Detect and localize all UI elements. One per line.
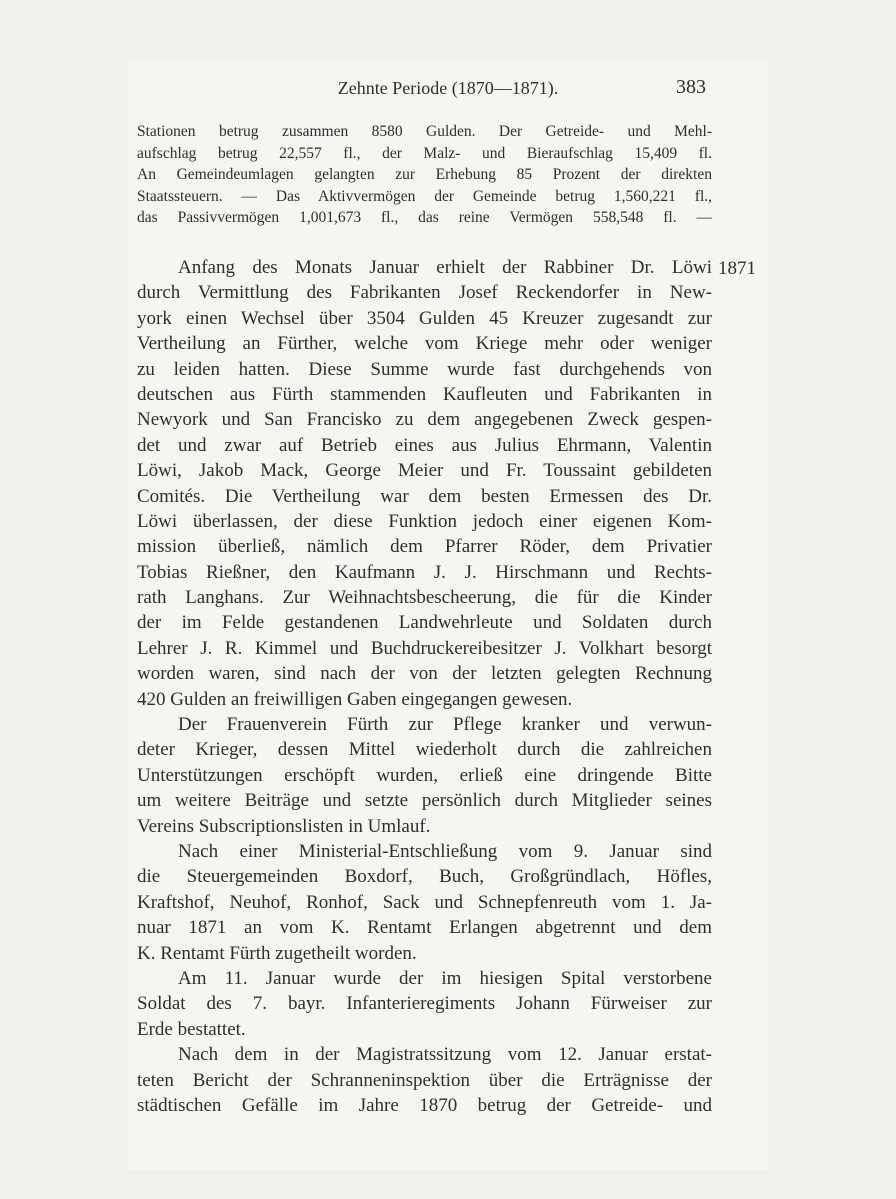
text-line: Kraftshof, Neuhof, Ronhof, Sack und Schnepfenreuth vom 1. Ja-: [137, 891, 712, 913]
text-line: Tobias Rießner, den Kaufmann J. J. Hirschmann und Rechts-: [137, 561, 712, 583]
text-line: Am 11. Januar wurde der im hiesigen Spital verstorbene: [178, 967, 712, 989]
text-line: Newyork und San Francisko zu dem angegebenen Zweck gespen-: [137, 409, 712, 431]
continued-paragraph: [137, 121, 712, 229]
text-line: K. Rentamt Fürth zugetheilt worden.: [137, 942, 417, 964]
text-line: Löwi überlassen, der diese Funktion jedoch einer eigenen Kom-: [137, 510, 712, 532]
text-line: die Steuergemeinden Boxdorf, Buch, Großgründlach, Höfles,: [137, 866, 712, 888]
text-line: Nach dem in der Magistratssitzung vom 12. Januar erstat-: [178, 1044, 712, 1066]
text-line: der im Felde gestandenen Landwehrleute und Soldaten durch: [137, 612, 712, 634]
page-number: 383: [676, 76, 706, 98]
text-line: worden waren, sind nach der von der letzten gelegten Rechnung: [137, 663, 712, 685]
body-text: [137, 255, 712, 1118]
text-line: teten Bericht der Schranneninspektion über die Erträgnisse der: [137, 1069, 712, 1091]
text-line: aufschlag betrug 22,557 fl., der Malz- und Bieraufschlag 15,409 fl.: [137, 144, 712, 162]
text-line: städtischen Gefälle im Jahre 1870 betrug der Getreide- und: [137, 1094, 712, 1116]
text-line: det und zwar auf Betrieb eines aus Julius Ehrmann, Valentin: [137, 434, 712, 456]
text-line: um weitere Beiträge und setzte persönlich durch Mitglieder seines: [137, 790, 712, 812]
text-line: Der Frauenverein Fürth zur Pflege kranker und verwun-: [178, 714, 712, 736]
text-line: Staatssteuern. — Das Aktivvermögen der Gemeinde betrug 1,560,221 fl.,: [137, 187, 712, 205]
text-line: zu leiden hatten. Diese Summe wurde fast durchgehends von: [137, 358, 712, 380]
text-line: An Gemeindeumlagen gelangten zur Erhebung 85 Prozent der direkten: [137, 166, 712, 183]
text-line: rath Langhans. Zur Weihnachtsbescheerung, die für die Kinder: [137, 587, 712, 609]
margin-year-note: 1871: [718, 258, 756, 279]
running-title: Zehnte Periode (1870—1871).: [337, 78, 559, 98]
text-line: Comités. Die Vertheilung war dem besten Ermessen des Dr.: [137, 485, 712, 507]
text-line: Unterstützungen erschöpft wurden, erließ eine dringende Bitte: [137, 764, 712, 786]
text-line: deter Krieger, dessen Mittel wiederholt durch die zahlreichen: [137, 739, 712, 761]
text-line: durch Vermittlung des Fabrikanten Josef Reckendorfer in New-: [137, 282, 712, 304]
text-line: nuar 1871 an vom K. Rentamt Erlangen abgetrennt und dem: [137, 917, 712, 939]
text-line: Soldat des 7. bayr. Infanterieregiments Johann Fürweiser zur: [137, 993, 712, 1015]
text-line: Löwi, Jakob Mack, George Meier und Fr. Toussaint gebildeten: [137, 460, 712, 482]
text-line: Anfang des Monats Januar erhielt der Rabbiner Dr. Löwi: [178, 257, 712, 278]
text-line: Stationen betrug zusammen 8580 Gulden. Der Getreide- und Mehl-: [137, 123, 712, 140]
paragraph: [137, 966, 712, 1042]
text-line: Vertheilung an Fürther, welche vom Kriege mehr oder weniger: [137, 333, 712, 355]
text-line: Vereins Subscriptionslisten in Umlauf.: [137, 815, 431, 837]
paragraph: [137, 1042, 712, 1118]
paragraph: [137, 255, 712, 712]
text-line: 420 Gulden an freiwilligen Gaben eingegangen gewesen.: [137, 688, 573, 710]
text-line: Nach einer Ministerial-Entschließung vom 9. Januar sind: [178, 840, 712, 862]
text-line: york einen Wechsel über 3504 Gulden 45 Kreuzer zugesandt zur: [137, 307, 712, 329]
text-line: deutschen aus Fürth stammenden Kaufleuten und Fabrikanten in: [137, 383, 712, 405]
paragraph: [137, 839, 712, 966]
text-line: das Passivvermögen 1,001,673 fl., das reine Vermögen 558,548 fl. —: [137, 209, 712, 226]
text-line: mission überließ, nämlich dem Pfarrer Röder, dem Privatier: [137, 536, 712, 558]
paragraph: [137, 712, 712, 839]
text-line: Erde bestattet.: [137, 1018, 246, 1040]
text-line: Lehrer J. R. Kimmel und Buchdruckereibesitzer J. Volkhart besorgt: [137, 637, 712, 659]
